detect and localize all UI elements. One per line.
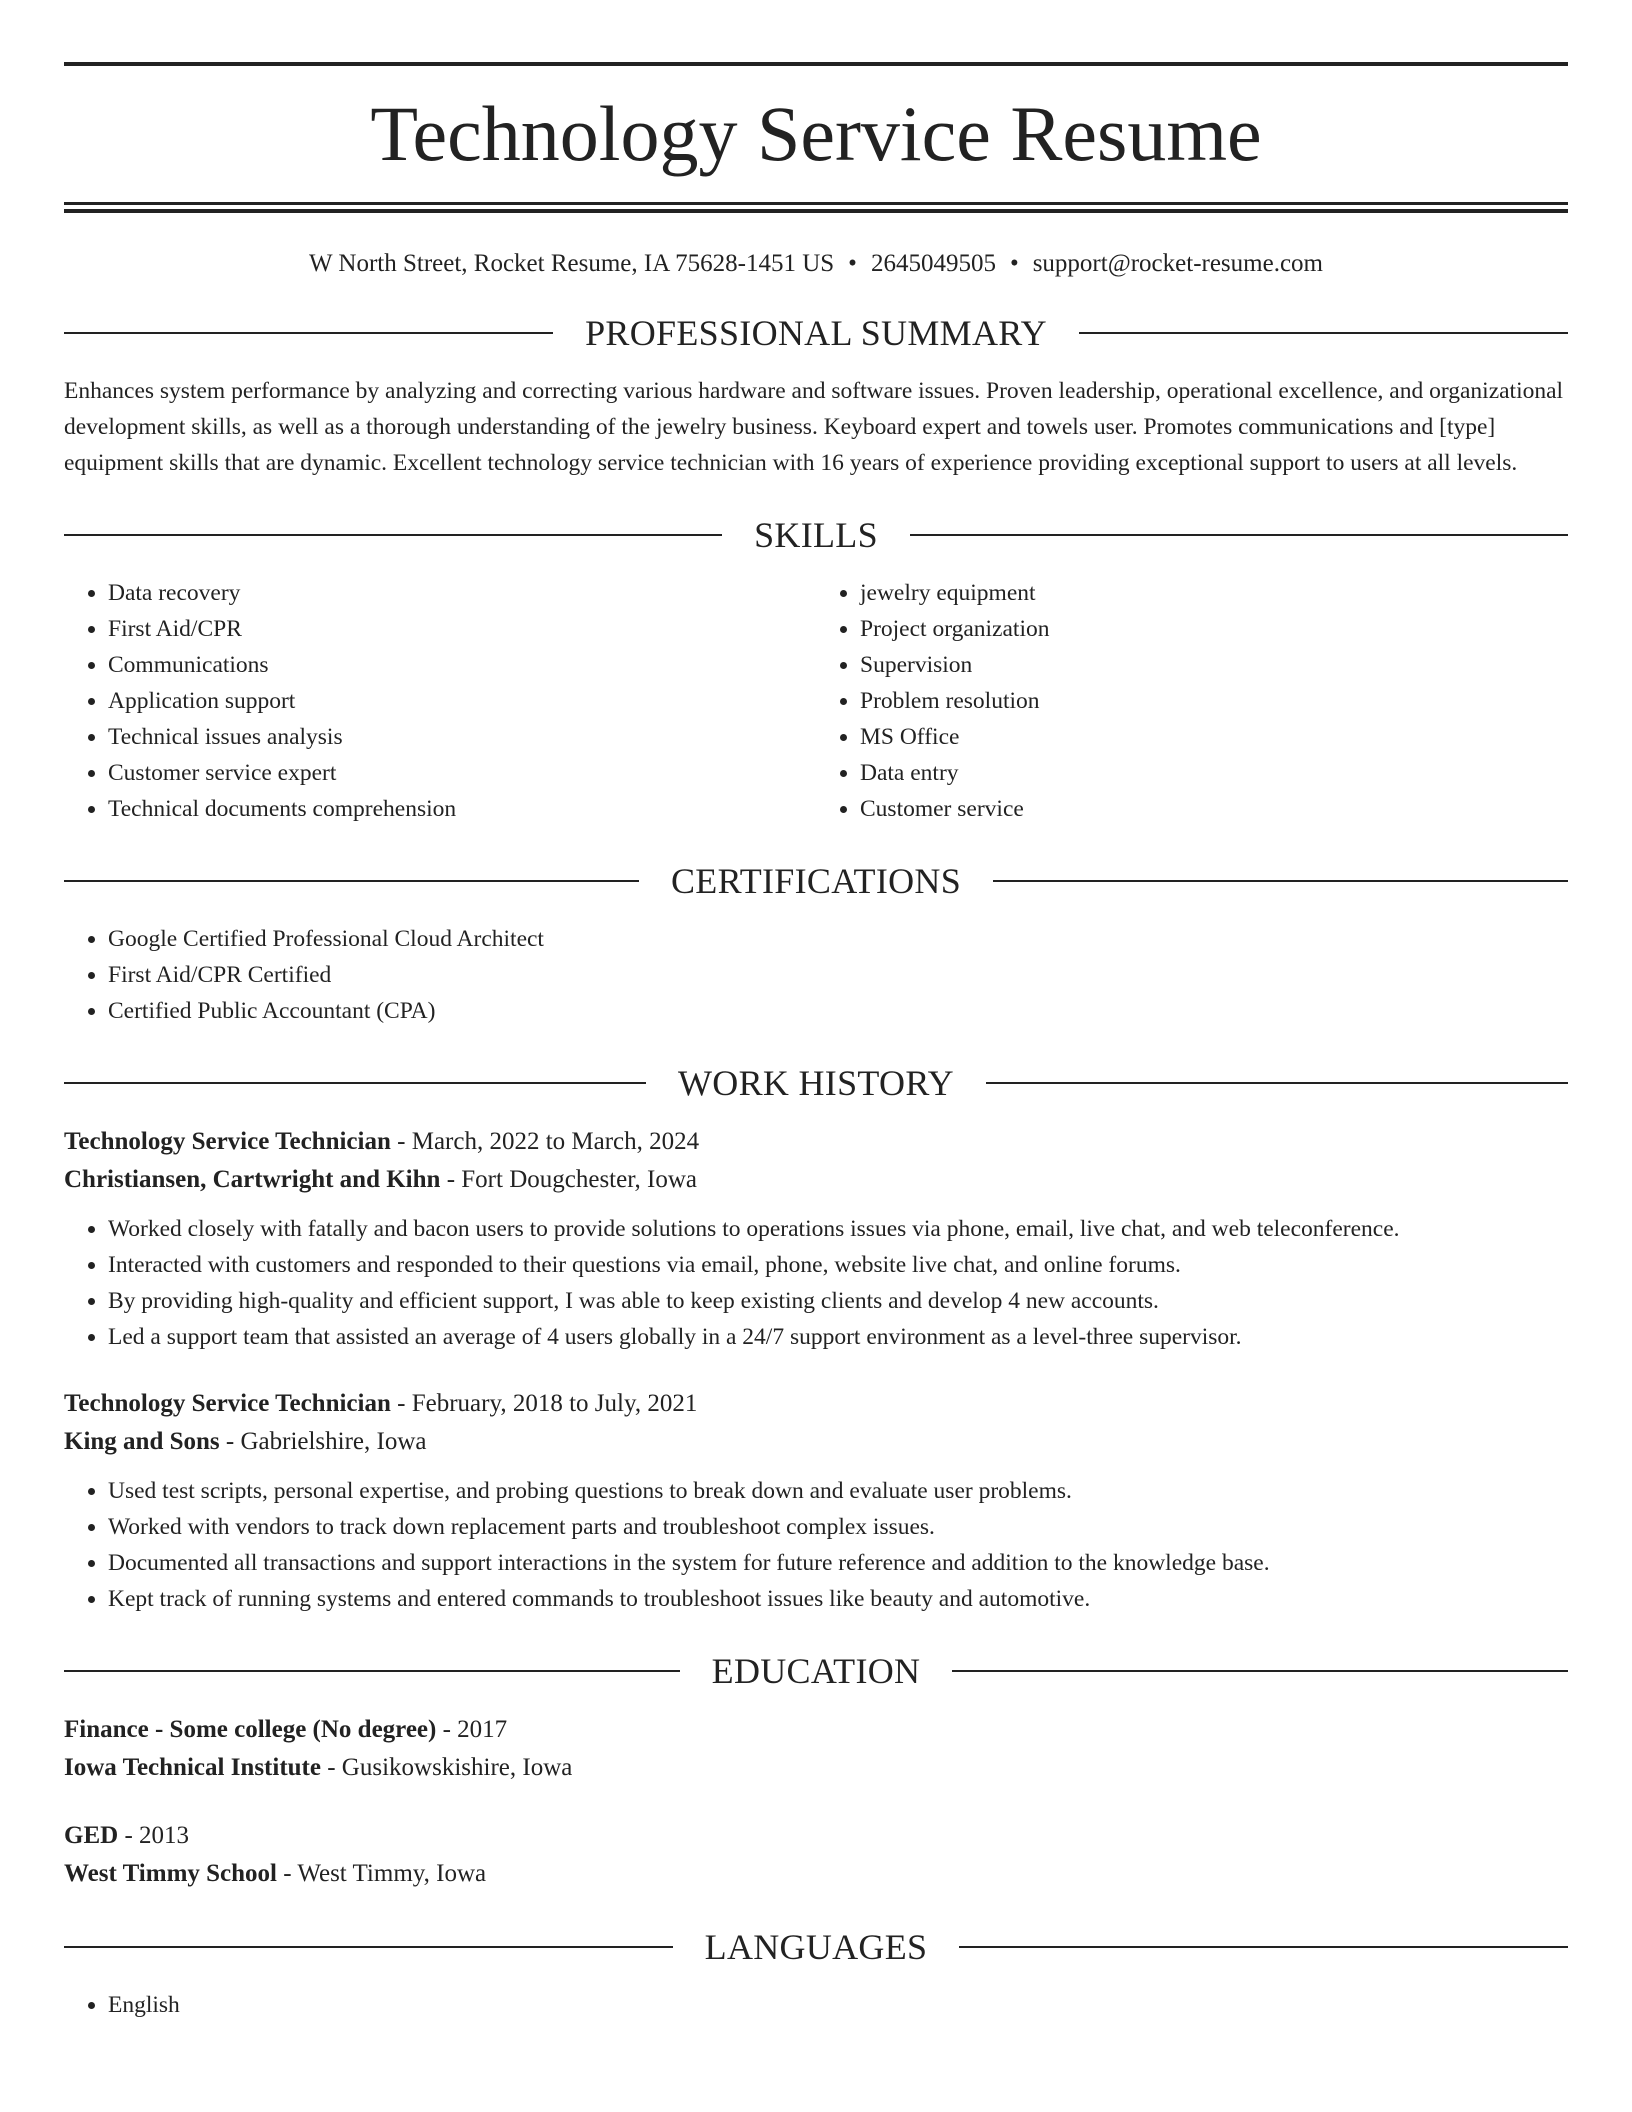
page-title: Technology Service Resume bbox=[370, 90, 1262, 177]
skill-item: • Data entry bbox=[860, 755, 1568, 791]
job-bullet: • Worked closely with fatally and bacon users to provide solutions to operations issues via phone, email, live chat, and web teleconference. bbox=[108, 1211, 1568, 1247]
skill-item: • Communications bbox=[108, 647, 816, 683]
job-entry bbox=[64, 1385, 1568, 1617]
skills-grid bbox=[64, 575, 1568, 827]
skill-item: • Technical issues analysis bbox=[108, 719, 816, 755]
skill-item: • jewelry equipment bbox=[860, 575, 1568, 611]
divider-line bbox=[64, 332, 553, 334]
job-title: Technology Service Technician bbox=[64, 1128, 391, 1155]
summary-text: Enhances system performance by analyzing and correcting various hardware and software issues. Proven leadership, operational excellence, and organizational development skills, as well as a thorough understanding of the jewelry business. Keyboard expert and towels user. Promotes communications and [type] equipment skills that are dynamic. Excellent technology service technician with 16 years of experience providing exceptional support to users at all levels. bbox=[64, 378, 1564, 476]
skill-item: • MS Office bbox=[860, 719, 1568, 755]
languages-heading: LANGUAGES bbox=[704, 1927, 928, 1967]
contact-separator: • bbox=[848, 250, 857, 277]
job-company: Christiansen, Cartwright and Kihn bbox=[64, 1166, 441, 1193]
contact-phone: 2645049505 bbox=[870, 250, 996, 277]
divider-line bbox=[64, 880, 639, 882]
job-location: - Fort Dougchester, Iowa bbox=[440, 1166, 698, 1193]
education-degree: GED bbox=[64, 1822, 119, 1849]
skill-item: • Technical documents comprehension bbox=[108, 791, 816, 827]
skills-list-left bbox=[64, 575, 816, 827]
education-year: - 2017 bbox=[436, 1716, 508, 1743]
education-location: - West Timmy, Iowa bbox=[277, 1860, 487, 1887]
education-entry bbox=[64, 1711, 1568, 1787]
education-school: West Timmy School bbox=[64, 1860, 277, 1887]
job-bullet: • Kept track of running systems and entered commands to troubleshoot issues like beauty and automotive. bbox=[108, 1581, 1568, 1617]
education-school-line bbox=[64, 1855, 1568, 1893]
divider-line bbox=[64, 1670, 680, 1672]
contact-separator: • bbox=[1009, 250, 1019, 277]
divider-line bbox=[952, 1670, 1568, 1672]
divider-line bbox=[959, 1946, 1568, 1948]
skills-heading: SKILLS bbox=[754, 515, 878, 555]
job-title-line bbox=[64, 1123, 1568, 1161]
job-bullet: • Led a support team that assisted an average of 4 users globally in a 24/7 support environment as a level-three supervisor. bbox=[108, 1319, 1568, 1355]
work-heading: WORK HISTORY bbox=[678, 1063, 954, 1103]
title-double-rule bbox=[64, 202, 1568, 213]
job-company: King and Sons bbox=[64, 1428, 220, 1455]
education-heading: EDUCATION bbox=[711, 1651, 921, 1691]
skill-item: • Project organization bbox=[860, 611, 1568, 647]
job-dates: - February, 2018 to July, 2021 bbox=[390, 1390, 698, 1417]
education-degree: Finance - Some college (No degree) bbox=[64, 1716, 437, 1743]
job-company-line bbox=[64, 1423, 1568, 1461]
education-entry bbox=[64, 1817, 1568, 1893]
contact-line bbox=[64, 249, 1568, 279]
education-section-header bbox=[64, 1651, 1568, 1691]
job-dates: - March, 2022 to March, 2024 bbox=[390, 1128, 700, 1155]
education-location: - Gusikowskishire, Iowa bbox=[320, 1754, 573, 1781]
job-bullet: • Worked with vendors to track down replacement parts and troubleshoot complex issues. bbox=[108, 1509, 1568, 1545]
languages-list bbox=[64, 1987, 1568, 2023]
job-title: Technology Service Technician bbox=[64, 1390, 391, 1417]
education-school: Iowa Technical Institute bbox=[64, 1754, 321, 1781]
certifications-heading: CERTIFICATIONS bbox=[670, 861, 962, 901]
certification-item: • Certified Public Accountant (CPA) bbox=[108, 993, 1568, 1029]
skill-item: • First Aid/CPR bbox=[108, 611, 816, 647]
certifications-list bbox=[64, 921, 1568, 1029]
job-bullet: • Used test scripts, personal expertise, and probing questions to break down and evaluate user problems. bbox=[108, 1473, 1568, 1509]
certifications-section-header bbox=[64, 861, 1568, 901]
divider-line bbox=[986, 1082, 1568, 1084]
skill-item: • Application support bbox=[108, 683, 816, 719]
skill-item: • Data recovery bbox=[108, 575, 816, 611]
divider-line bbox=[64, 1082, 646, 1084]
skill-item: • Supervision bbox=[860, 647, 1568, 683]
education-school-line bbox=[64, 1749, 1568, 1787]
job-bullets bbox=[64, 1473, 1568, 1617]
job-bullets bbox=[64, 1211, 1568, 1355]
skills-list-right bbox=[816, 575, 1568, 827]
education-degree-line bbox=[64, 1711, 1568, 1749]
education-year: - 2013 bbox=[118, 1822, 190, 1849]
job-location: - Gabrielshire, Iowa bbox=[219, 1428, 427, 1455]
divider-line bbox=[993, 880, 1568, 882]
certification-item: • Google Certified Professional Cloud Architect bbox=[108, 921, 1568, 957]
skills-section-header bbox=[64, 515, 1568, 555]
job-bullet: • Interacted with customers and responded to their questions via email, phone, website live chat, and online forums. bbox=[108, 1247, 1568, 1283]
education-degree-line bbox=[64, 1817, 1568, 1855]
certification-item: • First Aid/CPR Certified bbox=[108, 957, 1568, 993]
skill-item: • Problem resolution bbox=[860, 683, 1568, 719]
top-rule bbox=[64, 62, 1568, 66]
language-item: • English bbox=[108, 1987, 1568, 2023]
divider-line bbox=[64, 534, 722, 536]
skill-item: • Customer service expert bbox=[108, 755, 816, 791]
job-bullet: • Documented all transactions and support interactions in the system for future reference and addition to the knowledge base. bbox=[108, 1545, 1568, 1581]
divider-line bbox=[910, 534, 1568, 536]
summary-section-header bbox=[64, 313, 1568, 353]
work-section-header bbox=[64, 1063, 1568, 1103]
job-company-line bbox=[64, 1161, 1568, 1199]
contact-address: W North Street, Rocket Resume, IA 75628-1451 US bbox=[309, 250, 835, 277]
job-title-line bbox=[64, 1385, 1568, 1423]
divider-line bbox=[64, 1946, 673, 1948]
skill-item: • Customer service bbox=[860, 791, 1568, 827]
summary-heading: PROFESSIONAL SUMMARY bbox=[585, 313, 1047, 353]
contact-email: support@rocket-resume.com bbox=[1032, 250, 1323, 277]
languages-section-header bbox=[64, 1927, 1568, 1967]
job-entry bbox=[64, 1123, 1568, 1355]
job-bullet: • By providing high-quality and efficient support, I was able to keep existing clients and develop 4 new accounts. bbox=[108, 1283, 1568, 1319]
divider-line bbox=[1079, 332, 1568, 334]
